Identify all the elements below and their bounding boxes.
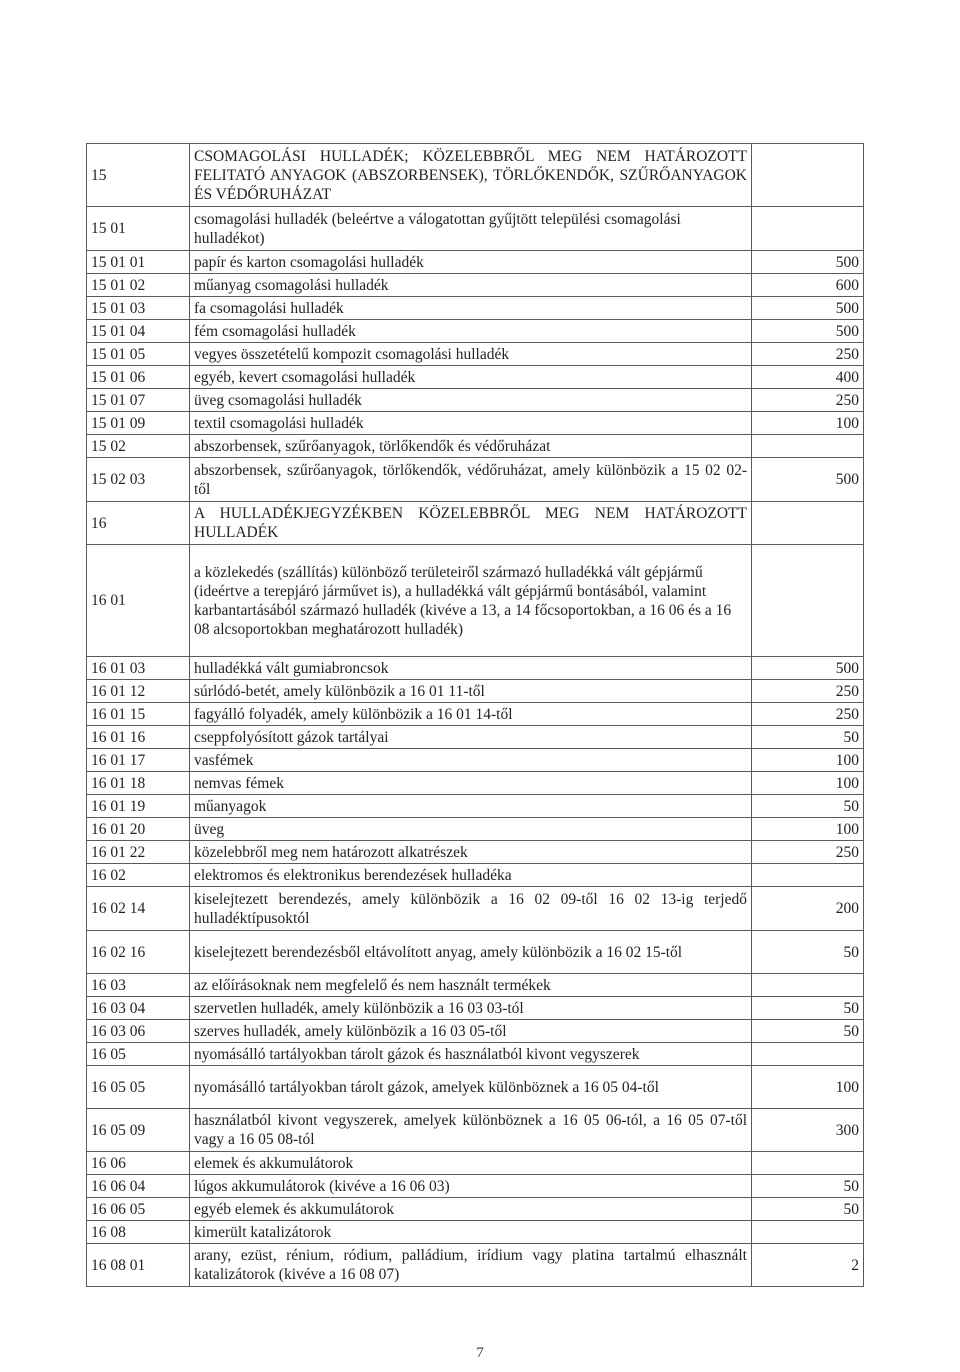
table-row	[87, 680, 864, 703]
waste-quantity: 250	[752, 703, 864, 726]
table-row	[87, 207, 864, 251]
table-row	[87, 818, 864, 841]
waste-quantity: 200	[752, 887, 864, 931]
waste-description: egyéb, kevert csomagolási hulladék	[190, 366, 752, 389]
waste-description: elektromos és elektronikus berendezések hulladéka	[190, 864, 752, 887]
waste-description: szerves hulladék, amely különbözik a 16 03 05-től	[190, 1020, 752, 1043]
table-row	[87, 657, 864, 680]
table-row	[87, 749, 864, 772]
waste-code: 16 01 20	[87, 818, 190, 841]
waste-code: 16 02 16	[87, 931, 190, 974]
table-row	[87, 1198, 864, 1221]
table-row	[87, 320, 864, 343]
waste-code: 16 01 03	[87, 657, 190, 680]
waste-code-table	[86, 143, 864, 1287]
table-row	[87, 1109, 864, 1152]
waste-code: 16 01 19	[87, 795, 190, 818]
waste-description: vasfémek	[190, 749, 752, 772]
waste-code: 15 01 01	[87, 251, 190, 274]
table-row	[87, 1043, 864, 1066]
waste-description: műanyagok	[190, 795, 752, 818]
waste-table-body	[87, 144, 864, 1287]
waste-code: 15 01 04	[87, 320, 190, 343]
waste-description: fagyálló folyadék, amely különbözik a 16 01 14-től	[190, 703, 752, 726]
waste-description: üveg csomagolási hulladék	[190, 389, 752, 412]
waste-quantity: 500	[752, 251, 864, 274]
waste-code: 16 01 12	[87, 680, 190, 703]
table-row	[87, 458, 864, 502]
waste-code: 15 01 03	[87, 297, 190, 320]
waste-description: abszorbensek, szűrőanyagok, törlőkendők és védőruházat	[190, 435, 752, 458]
waste-description: kiselejtezett berendezés, amely különbözik a 16 02 09-től 16 02 13-ig terjedő hulladéktípusoktól	[190, 887, 752, 931]
waste-quantity: 100	[752, 412, 864, 435]
waste-code: 16 02 14	[87, 887, 190, 931]
waste-quantity	[752, 1043, 864, 1066]
waste-code: 15 01 09	[87, 412, 190, 435]
table-row	[87, 1152, 864, 1175]
table-row	[87, 274, 864, 297]
waste-quantity	[752, 502, 864, 545]
waste-description: nyomásálló tartályokban tárolt gázok és használatból kivont vegyszerek	[190, 1043, 752, 1066]
waste-quantity	[752, 1221, 864, 1244]
waste-quantity: 2	[752, 1244, 864, 1287]
waste-description: a közlekedés (szállítás) különböző területeiről származó hulladékká vált gépjármű (ideértve a terepjáró járművet is), a hulladékká vált gépjármű bontásából, valamint karbantartásából származó hulladék (kivéve a 13, a 14 főcsoportokban, a 16 06 és a 16 08 alcsoportokban meghatározott hulladék)	[190, 545, 752, 657]
waste-code: 16 01 17	[87, 749, 190, 772]
waste-description: vegyes összetételű kompozit csomagolási hulladék	[190, 343, 752, 366]
waste-quantity: 500	[752, 657, 864, 680]
waste-description: nemvas fémek	[190, 772, 752, 795]
waste-code: 16 08	[87, 1221, 190, 1244]
waste-description: lúgos akkumulátorok (kivéve a 16 06 03)	[190, 1175, 752, 1198]
table-row	[87, 772, 864, 795]
waste-code: 16 03 06	[87, 1020, 190, 1043]
waste-quantity	[752, 144, 864, 207]
table-row	[87, 795, 864, 818]
waste-description: arany, ezüst, rénium, ródium, palládium, irídium vagy platina tartalmú elhasznált katalizátorok (kivéve a 16 08 07)	[190, 1244, 752, 1287]
table-row	[87, 389, 864, 412]
waste-quantity: 500	[752, 297, 864, 320]
waste-quantity: 50	[752, 931, 864, 974]
table-row	[87, 931, 864, 974]
table-row	[87, 1020, 864, 1043]
waste-code: 16 05 05	[87, 1066, 190, 1109]
waste-quantity: 250	[752, 680, 864, 703]
waste-quantity	[752, 207, 864, 251]
waste-quantity	[752, 974, 864, 997]
waste-code: 16 02	[87, 864, 190, 887]
waste-quantity: 250	[752, 841, 864, 864]
waste-code: 16 08 01	[87, 1244, 190, 1287]
waste-quantity: 400	[752, 366, 864, 389]
waste-quantity: 50	[752, 1175, 864, 1198]
waste-code: 16 03	[87, 974, 190, 997]
waste-description: súrlódó-betét, amely különbözik a 16 01 11-től	[190, 680, 752, 703]
waste-quantity: 50	[752, 1020, 864, 1043]
waste-code: 16 06 04	[87, 1175, 190, 1198]
waste-description: textil csomagolási hulladék	[190, 412, 752, 435]
waste-quantity: 100	[752, 772, 864, 795]
table-row	[87, 343, 864, 366]
waste-description: szervetlen hulladék, amely különbözik a 16 03 03-tól	[190, 997, 752, 1020]
table-row	[87, 864, 864, 887]
waste-code: 16 01	[87, 545, 190, 657]
table-row	[87, 297, 864, 320]
waste-quantity: 50	[752, 1198, 864, 1221]
waste-description: abszorbensek, szűrőanyagok, törlőkendők, védőruházat, amely különbözik a 15 02 02-től	[190, 458, 752, 502]
table-row	[87, 1066, 864, 1109]
waste-code: 16 06	[87, 1152, 190, 1175]
waste-description: A HULLADÉKJEGYZÉKBEN KÖZELEBBRŐL MEG NEM HATÁROZOTT HULLADÉK	[190, 502, 752, 545]
table-row	[87, 251, 864, 274]
waste-description: csomagolási hulladék (beleértve a válogatottan gyűjtött települési csomagolási hulladékot)	[190, 207, 752, 251]
waste-quantity: 100	[752, 749, 864, 772]
page-number: 7	[476, 1345, 484, 1361]
waste-description: egyéb elemek és akkumulátorok	[190, 1198, 752, 1221]
waste-code: 15 02 03	[87, 458, 190, 502]
waste-quantity: 50	[752, 997, 864, 1020]
table-row	[87, 1175, 864, 1198]
table-row	[87, 726, 864, 749]
waste-description: üveg	[190, 818, 752, 841]
table-row	[87, 841, 864, 864]
table-row	[87, 1221, 864, 1244]
waste-code: 16 01 22	[87, 841, 190, 864]
waste-description: fa csomagolási hulladék	[190, 297, 752, 320]
waste-quantity	[752, 864, 864, 887]
waste-description: fém csomagolási hulladék	[190, 320, 752, 343]
waste-code: 15	[87, 144, 190, 207]
waste-description: nyomásálló tartályokban tárolt gázok, amelyek különböznek a 16 05 04-től	[190, 1066, 752, 1109]
waste-quantity: 100	[752, 1066, 864, 1109]
waste-code: 16 01 15	[87, 703, 190, 726]
waste-quantity	[752, 545, 864, 657]
waste-code: 16 05 09	[87, 1109, 190, 1152]
waste-code: 15 01 07	[87, 389, 190, 412]
waste-code: 16 01 16	[87, 726, 190, 749]
waste-quantity: 600	[752, 274, 864, 297]
waste-description: cseppfolyósított gázok tartályai	[190, 726, 752, 749]
waste-quantity: 250	[752, 343, 864, 366]
waste-description: kimerült katalizátorok	[190, 1221, 752, 1244]
waste-description: műanyag csomagolási hulladék	[190, 274, 752, 297]
waste-quantity: 500	[752, 320, 864, 343]
waste-code: 16 03 04	[87, 997, 190, 1020]
table-row	[87, 974, 864, 997]
waste-quantity: 250	[752, 389, 864, 412]
waste-description: kiselejtezett berendezésből eltávolított anyag, amely különbözik a 16 02 15-től	[190, 931, 752, 974]
waste-quantity: 50	[752, 726, 864, 749]
waste-description: használatból kivont vegyszerek, amelyek különböznek a 16 05 06-tól, a 16 05 07-től vagy a 16 05 08-tól	[190, 1109, 752, 1152]
waste-description: papír és karton csomagolási hulladék	[190, 251, 752, 274]
waste-description: az előírásoknak nem megfelelő és nem használt termékek	[190, 974, 752, 997]
waste-quantity	[752, 435, 864, 458]
waste-quantity	[752, 1152, 864, 1175]
table-row	[87, 502, 864, 545]
waste-code: 16	[87, 502, 190, 545]
waste-code: 15 01 05	[87, 343, 190, 366]
table-row	[87, 887, 864, 931]
waste-code: 15 01	[87, 207, 190, 251]
table-row	[87, 1244, 864, 1287]
waste-description: CSOMAGOLÁSI HULLADÉK; KÖZELEBBRŐL MEG NEM HATÁROZOTT FELITATÓ ANYAGOK (ABSZORBENSEK), TÖRLŐKENDŐK, SZŰRŐANYAGOK ÉS VÉDŐRUHÁZAT	[190, 144, 752, 207]
table-row	[87, 997, 864, 1020]
table-row	[87, 545, 864, 657]
table-row	[87, 366, 864, 389]
table-row	[87, 412, 864, 435]
table-row	[87, 703, 864, 726]
table-row	[87, 435, 864, 458]
waste-quantity: 100	[752, 818, 864, 841]
waste-code: 15 02	[87, 435, 190, 458]
table-row	[87, 144, 864, 207]
waste-code: 16 05	[87, 1043, 190, 1066]
waste-code: 15 01 06	[87, 366, 190, 389]
waste-code: 16 01 18	[87, 772, 190, 795]
waste-code: 16 06 05	[87, 1198, 190, 1221]
waste-quantity: 300	[752, 1109, 864, 1152]
waste-quantity: 50	[752, 795, 864, 818]
waste-description: közelebbről meg nem határozott alkatrészek	[190, 841, 752, 864]
waste-quantity: 500	[752, 458, 864, 502]
waste-code: 15 01 02	[87, 274, 190, 297]
waste-description: hulladékká vált gumiabroncsok	[190, 657, 752, 680]
waste-description: elemek és akkumulátorok	[190, 1152, 752, 1175]
